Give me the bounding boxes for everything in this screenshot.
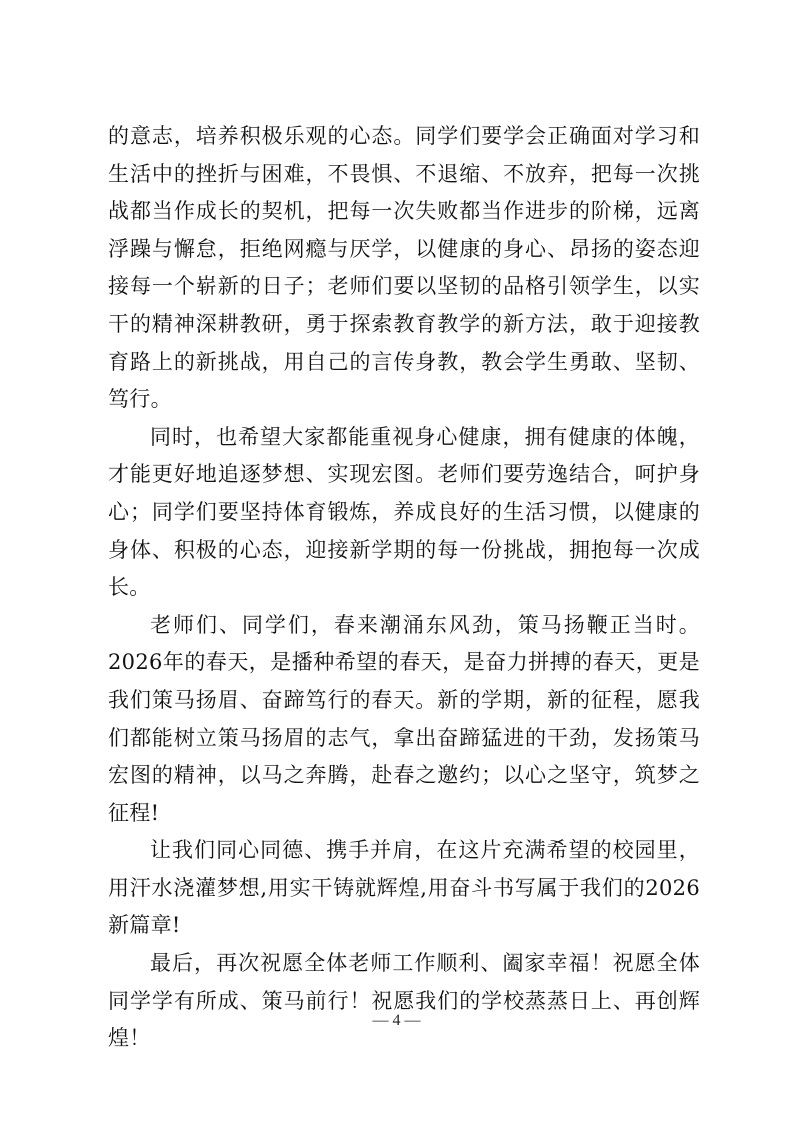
paragraph-continuation: 的意志，培养积极乐观的心态。同学们要学会正确面对学习和生活中的挫折与困难，不畏惧、不退缩、不放弃，把每一次挑战都当作成长的契机，把每一次失败都当作进步的阶梯，远离浮躁与懈怠，拒绝网瘾与厌学，以健康的身心、昂扬的姿态迎接每一个崭新的日子；老师们要以坚韧的品格引领学生，以实干的精神深耕教研，勇于探索教育教学的新方法，敢于迎接教育路上的新挑战，用自己的言传身教，教会学生勇敢、坚韧、笃行。 [108, 124, 700, 412]
paragraph-health: 同时，也希望大家都能重视身心健康，拥有健康的体魄，才能更好地追逐梦想、实现宏图。老师们要劳逸结合，呵护身心；同学们要坚持体育锻炼，养成良好的生活习惯，以健康的身体、积极的心态，迎接新学期的每一份挑战，拥抱每一次成长。 [108, 424, 700, 600]
paragraph-closing: 最后，再次祝愿全体老师工作顺利、阖家幸福！祝愿全体同学学有所成、策马前行！祝愿我们的学校蒸蒸日上、再创辉煌！ [108, 951, 700, 1051]
body-text [108, 118, 700, 1058]
paragraph-spring: 老师们、同学们，春来潮涌东风劲，策马扬鞭正当时。2026年的春天，是播种希望的春天，是奋力拼搏的春天，更是我们策马扬眉、奋蹄笃行的春天。新的学期，新的征程，愿我们都能树立策马扬眉的志气，拿出奋蹄猛进的干劲，发扬策马宏图的精神，以马之奔腾，赴春之邀约；以心之坚守，筑梦之征程! [108, 612, 700, 825]
paragraph-together: 让我们同心同德、携手并肩，在这片充满希望的校园里，用汗水浇灌梦想,用实干铸就辉煌,用奋斗书写属于我们的2026新篇章! [108, 838, 700, 938]
page-number: — 4 — [372, 1012, 421, 1029]
